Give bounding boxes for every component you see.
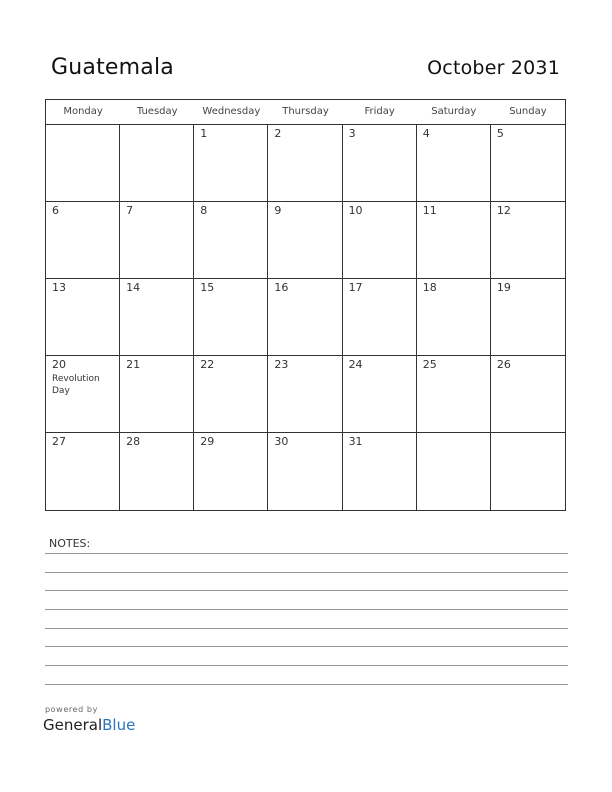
day-cell (417, 202, 491, 279)
day-cell (268, 125, 342, 202)
country-title: Guatemala (51, 55, 174, 80)
month-year-title: October 2031 (427, 57, 560, 79)
day-cell (46, 202, 120, 279)
note-line (45, 590, 568, 591)
day-cell (491, 433, 565, 510)
day-cell (417, 356, 491, 433)
holiday-label: Revolution Day (52, 374, 100, 396)
day-number: 8 (200, 204, 208, 217)
day-number: 21 (126, 358, 141, 371)
day-number: 3 (348, 127, 356, 140)
day-number: 10 (348, 204, 363, 217)
day-cell (268, 279, 342, 356)
note-line (45, 665, 568, 666)
day-number: 22 (200, 358, 215, 371)
day-number: 14 (126, 281, 141, 294)
weekday-label: Thursday (282, 106, 329, 117)
day-cell (491, 279, 565, 356)
day-cell (491, 356, 565, 433)
day-number: 26 (496, 358, 511, 371)
calendar-grid (45, 99, 566, 511)
weekday-label: Sunday (509, 106, 547, 117)
day-cell (417, 279, 491, 356)
day-number: 19 (496, 281, 511, 294)
day-number: 15 (200, 281, 215, 294)
day-cell (194, 202, 268, 279)
day-cell (194, 356, 268, 433)
weekday-label: Saturday (431, 106, 477, 117)
day-number: 30 (274, 435, 289, 448)
day-number: 1 (200, 127, 208, 140)
day-number: 5 (496, 127, 504, 140)
day-cell (46, 433, 120, 510)
note-line (45, 684, 568, 685)
weekday-header-row (46, 100, 565, 125)
powered-by-text: powered by (45, 705, 98, 714)
day-number: 23 (274, 358, 289, 371)
day-number: 20 (52, 358, 66, 371)
day-cell (120, 279, 194, 356)
day-number: 27 (52, 435, 66, 448)
note-line (45, 646, 568, 647)
day-cell (268, 433, 342, 510)
day-number: 6 (52, 204, 59, 217)
weekday-label: Friday (364, 106, 395, 117)
day-cell (491, 202, 565, 279)
day-number: 4 (422, 127, 430, 140)
day-cell (194, 279, 268, 356)
day-grid (46, 125, 565, 510)
brand-general: General (43, 716, 103, 734)
day-number: 2 (274, 127, 282, 140)
day-cell (343, 356, 417, 433)
day-cell (491, 125, 565, 202)
day-number: 25 (422, 358, 437, 371)
day-cell (120, 125, 194, 202)
day-number: 17 (348, 281, 363, 294)
weekday-label: Monday (63, 106, 103, 117)
note-line (45, 628, 568, 629)
day-cell (343, 125, 417, 202)
generalblue-logo (43, 716, 135, 734)
day-number: 11 (422, 204, 437, 217)
notes-label: NOTES: (49, 537, 91, 550)
day-cell-holiday (46, 356, 120, 433)
day-number: 13 (52, 281, 66, 294)
day-number: 28 (126, 435, 141, 448)
day-cell (120, 202, 194, 279)
day-cell (194, 433, 268, 510)
day-cell (343, 433, 417, 510)
day-cell (46, 279, 120, 356)
day-cell (268, 202, 342, 279)
day-number: 29 (200, 435, 215, 448)
day-cell (194, 125, 268, 202)
day-number: 31 (348, 435, 363, 448)
note-line (45, 609, 568, 610)
day-number: 12 (496, 204, 511, 217)
day-number: 7 (126, 204, 134, 217)
day-cell (268, 356, 342, 433)
brand-blue: Blue (102, 716, 136, 734)
day-cell (343, 279, 417, 356)
day-cell (417, 125, 491, 202)
day-cell (120, 356, 194, 433)
note-line (45, 572, 568, 573)
day-cell (343, 202, 417, 279)
day-cell (120, 433, 194, 510)
day-cell (46, 125, 120, 202)
note-line (45, 553, 568, 554)
day-number: 18 (422, 281, 437, 294)
day-number: 24 (348, 358, 363, 371)
weekday-label: Wednesday (202, 106, 261, 117)
day-number: 16 (274, 281, 289, 294)
weekday-label: Tuesday (136, 106, 178, 117)
day-number: 9 (274, 204, 282, 217)
day-cell (417, 433, 491, 510)
